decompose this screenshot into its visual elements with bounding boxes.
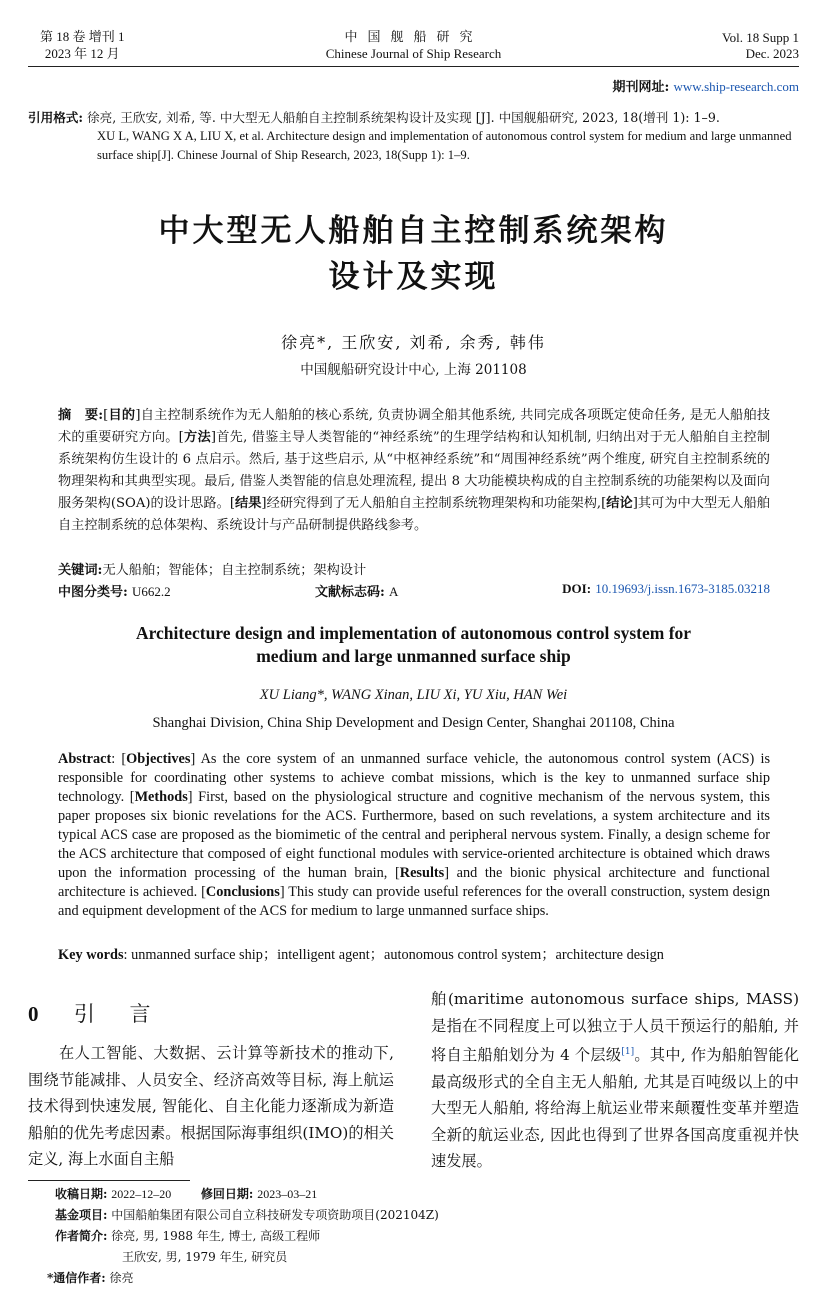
website-link[interactable]: www.ship-research.com [673, 79, 799, 94]
keywords-zh [58, 559, 366, 578]
footnote-bio-2 [55, 1247, 439, 1268]
results-tag-en: Results [399, 865, 445, 881]
abstract-en: Abstract: [Objectives] As the core system of an unmanned surface vehicle, the autonomous control system (ACS) is responsible for coordinating other systems to achieve combat missions, which is the key to unmanned surface ship technology. [Methods] First, based on the physiological structure and cognitive mechanism of the nervous system, this paper proposes six bionic revelations for the ACS. Furthermore, based on such revelations, a system architecture and its typical ACS case are proposed as the biomimetic of the central and peripheral nervous system. Finally, a design scheme for the ACS architecture that composed of eight functional modules with service-oriented architecture is obtained which draws upon the information processing of the human brain, [Results] and the bionic physical architecture and functional architecture is achieved. [Conclusions] This study can provide useful references for the overall construction, system design and equipment development of the ACS for medium to large unmanned surface ships. [58, 751, 771, 919]
authors-zh: 徐亮*, 王欣安, 刘希, 余秀, 韩伟 [281, 333, 546, 352]
received-date: 2022–12–20 [111, 1187, 172, 1201]
section-title: 引 言 [73, 1002, 165, 1026]
issue-date: 2023 年 12 月 [44, 46, 120, 61]
title-zh-line2: 设计及实现 [328, 259, 499, 295]
corresponding-author: 徐亮 [109, 1271, 134, 1285]
citation-en: XU L, WANG X A, LIU X, et al. Architecture design and implementation of autonomous control system for medium and large unmanned surface ship[J]. Chinese Journal of Ship Research, 2023, 18(Supp 1): 1–9. [97, 129, 792, 162]
reference-link[interactable]: [1] [621, 1047, 635, 1057]
conclusions-tag: 结论 [606, 496, 633, 511]
conclusions-text: 其可为中大型无人船舶自主控制系统的总体架构、系统设计与产品研制提供路线参考。 [58, 496, 770, 533]
title-en-line2: medium and large unmanned surface ship [256, 646, 571, 666]
footnotes [47, 1184, 439, 1289]
header-rule [28, 66, 799, 67]
abstract-en-label: Abstract [58, 751, 112, 767]
corresponding-label: *通信作者: [47, 1271, 106, 1285]
keywords-en-label: Key words [58, 947, 124, 963]
objective-text: 自主控制系统作为无人船舶的核心系统, 负责协调全船其他系统, 共同完成各项既定使命任务, 是无人船舶技术的重要研究方向。 [58, 408, 771, 445]
methods-text-en: First, based on the physiological structure and cognitive mechanism of the nervous system, this paper proposes six bionic revelations for the ACS. Furthermore, based on such revelations, a system architecture and its typical ACS case are proposed as the biomimetic of the central and peripheral nervous system. Finally, a design scheme for the ACS architecture that composed of eight functional modules with service-oriented architecture is obtained which draws upon the information processing of the human brain, [58, 789, 770, 881]
keywords-en: Key words: unmanned surface ship；intelligent agent；autonomous control system；architecture design [58, 947, 664, 963]
clc-code: U662.2 [131, 584, 171, 599]
volume-en: Vol. 18 Supp 1 [721, 30, 799, 45]
abstract-zh: 摘 要:[目的]自主控制系统作为无人船舶的核心系统, 负责协调全船其他系统, 共同完成各项既定使命任务, 是无人船舶技术的重要研究方向。[方法]首先, 借鉴主导人类智能的“神经系统”的生理学结构和认知机制, 归纳出对于无人船舶自主控制系统架构仿生设计的 6 点启示。然后, 基于这些启示, 从“中枢神经系统”和“周围神经系统”两个维度, 研究自主控制系统的物理架构和其典型实现。最后, 借鉴人类智能的信息处理流程, 提出 8 大功能模块构成的自主控制系统的功能架构以及面向服务架构(SOA)的设计思路。[结果]经研究得到了无人船舶自主控制系统物理架构和功能架构,[结论]其可为中大型无人船舶自主控制系统的总体架构、系统设计与产品研制提供路线参考。 [58, 408, 771, 533]
citation-zh: 徐亮, 王欣安, 刘希, 等. 中大型无人船舶自主控制系统架构设计及实现 [J]. 中国舰船研究, 2023, 18(增刊 1): 1–9. [87, 110, 720, 125]
journal-volume-en [722, 30, 799, 62]
methods-tag-en: Methods [134, 789, 188, 805]
doi-label: DOI: [562, 581, 592, 596]
section-heading [28, 998, 165, 1028]
keywords-en-text: unmanned surface ship；intelligent agent；autonomous control system；architecture design [131, 947, 664, 963]
body-right-text-a: 舶(maritime autonomous surface ships, MASS)是指在不同程度上可以独立于人员干预运行的船舶, 并将自主船舶划分为 4 个层级 [431, 990, 799, 1065]
clc-label: 中图分类号: [58, 585, 128, 600]
fund-label: 基金项目: [55, 1208, 108, 1222]
footnote-corresponding [47, 1268, 439, 1289]
title-en-line1: Architecture design and implementation of autonomous control system for [135, 623, 692, 643]
bio-label: 作者简介: [55, 1229, 108, 1243]
bio-author-1: 徐亮, 男, 1988 年生, 博士, 高级工程师 [111, 1229, 321, 1243]
footnote-dates [55, 1184, 439, 1205]
journal-name-en: Chinese Journal of Ship Research [325, 46, 502, 61]
revised-date: 2023–03–21 [257, 1187, 318, 1201]
website-label: 期刊网址: [612, 80, 670, 95]
authors-en: XU Liang*, WANG Xinan, LIU Xi, YU Xiu, HAN Wei [259, 687, 568, 703]
title-zh [0, 208, 827, 300]
revised-label: 修回日期: [200, 1187, 254, 1201]
doc-code-label: 文献标志码: [315, 585, 385, 600]
bio-author-2: 王欣安, 男, 1979 年生, 研究员 [122, 1250, 288, 1264]
body-right-text-b: 。其中, 作为船舶智能化最高级形式的全自主无人船舶, 尤其是百吨级以上的中大型无人船舶, 将给海上航运业带来颠覆性变革并塑造全新的航运业态, 因此也得到了世界各国高度重视并快速发展。 [431, 1046, 799, 1171]
methods-text: 首先, 借鉴主导人类智能的“神经系统”的生理学结构和认知机制, 归纳出对于无人船舶自主控制系统架构仿生设计的 6 点启示。然后, 基于这些启示, 从“中枢神经系统”和“周围神经系统”两个维度, 研究自主控制系统的物理架构和其典型实现。最后, 借鉴人类智能的信息处理流程, 提出 8 大功能模块构成的自主控制系统的功能架构以及面向服务架构(SOA)的设计思路。 [58, 430, 771, 511]
doc-code: A [388, 584, 399, 599]
affiliation-zh: 中国舰船研究设计中心, 上海 201108 [300, 362, 527, 378]
body-column-left: 在人工智能、大数据、云计算等新技术的推动下, 围绕节能减排、人员安全、经济高效等目标, 海上航运技术得到快速发展, 智能化、自主化能力逐渐成为新造船舶的优先考虑因素。根据国际海事组织(IMO)的相关定义, 海上水面自主船 [28, 1044, 394, 1168]
keywords-zh-text: 无人船舶；智能体；自主控制系统；架构设计 [102, 563, 367, 578]
objectives-text-en: As the core system of an unmanned surface vehicle, the autonomous control system (ACS) is responsible for coordinating other systems to achieve combat missions, which is the key to unmanned surface ship technology. [58, 751, 771, 805]
abstract-zh-label: 摘 要: [58, 408, 104, 423]
conclusions-text-en: This study can provide useful references for the overall construction, system design and equipment development of the ACS for medium to large unmanned surface ships. [58, 884, 771, 919]
body-column-right [431, 986, 799, 1175]
affiliation-en: Shanghai Division, China Ship Development and Design Center, Shanghai 201108, China [152, 715, 675, 731]
objective-tag: 目的 [108, 408, 136, 423]
results-text: 经研究得到了无人船舶自主控制系统物理架构和功能架构, [266, 496, 602, 511]
results-text-en: and the bionic physical architecture and functional architecture is achieved. [58, 865, 770, 900]
footnote-bio [55, 1226, 439, 1247]
footnote-rule [28, 1180, 190, 1181]
keywords-zh-label: 关键词: [58, 563, 103, 578]
results-tag: 结果 [234, 496, 262, 511]
journal-name [0, 28, 827, 62]
doi-link[interactable]: 10.19693/j.issn.1673-3185.03218 [595, 581, 770, 596]
title-zh-line1: 中大型无人船舶自主控制系统架构 [158, 213, 669, 249]
methods-tag: 方法 [183, 430, 211, 445]
footnote-fund [55, 1205, 439, 1226]
journal-name-zh: 中国舰船研究 [344, 29, 483, 44]
journal-website [613, 76, 799, 95]
citation-label: 引用格式: [28, 110, 84, 125]
volume-issue: 第 18 卷 增刊 1 [40, 29, 125, 44]
fund-text: 中国船舶集团有限公司自立科技研发专项资助项目(202104Z) [111, 1208, 439, 1222]
date-en: Dec. 2023 [745, 46, 799, 61]
citation-block [28, 108, 799, 165]
received-label: 收稿日期: [55, 1187, 108, 1201]
title-en [0, 622, 827, 668]
conclusions-tag-en: Conclusions [205, 884, 280, 900]
section-number: 0 [28, 1002, 53, 1026]
objectives-tag-en: Objectives [126, 751, 191, 767]
